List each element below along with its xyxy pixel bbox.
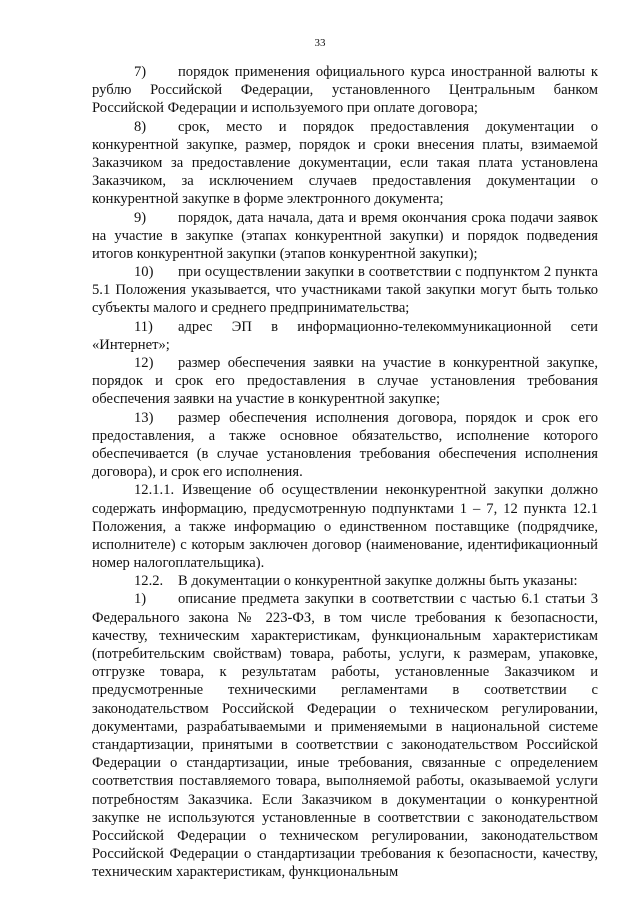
- list-item-10: [92, 263, 598, 318]
- list-item-8: [92, 118, 598, 209]
- page-number: 33: [314, 37, 326, 49]
- section-12-2: [92, 572, 598, 590]
- section-12-1-1: [92, 481, 598, 572]
- section-text: Извещение об осуществлении неконкурентной закупки должно содержать информацию, предусмотренную подпунктами 1 – 7, 12 пункта 12.1 Положения, а также информацию о единственном поставщике (подрядчике, исполнителе) с которым заключен договор (наименование, идентификационный номер налогоплательщика).: [92, 482, 598, 572]
- item-number: 13): [134, 409, 154, 426]
- list-item-9: [92, 209, 598, 264]
- item-number: 12): [134, 355, 154, 371]
- item-number: 11): [134, 318, 153, 335]
- section-text: В документации о конкурентной закупке должны быть указаны:: [178, 573, 578, 590]
- list-item-7: [92, 63, 598, 118]
- item-text: порядок, дата начала, дата и время окончания срока подачи заявок на участие в закупке (этапах конкурентной закупки) и порядок подведения итогов конкурентной закупки (этапов конкурентной закупки);: [92, 209, 598, 262]
- item-text: при осуществлении закупки в соответствии с подпунктом 2 пункта 5.1 Положения указывается, что участниками такой закупки могут быть только субъекты малого и среднего предпринимательства;: [92, 264, 598, 317]
- section-number: 12.2.: [134, 573, 164, 590]
- item-number: 1): [134, 591, 147, 608]
- item-text: срок, место и порядок предоставления документации о конкурентной закупке, размер, порядок и сроки внесения платы, взимаемой Заказчиком за предоставление документации, если такая плата установлена Заказчиком, за исключением случаев предоставления документации о конкурентной закупке в форме электронного документа;: [92, 118, 598, 208]
- item-number: 10): [134, 264, 154, 281]
- list-item-11: [92, 318, 598, 354]
- item-number: 7): [134, 64, 147, 80]
- item-text: размер обеспечения исполнения договора, порядок и срок его предоставления, а также основное обязательство, исполнение которого обеспечивается (в случае установления требования обеспечения исполнения договора), и срок его исполнения.: [92, 409, 598, 481]
- document-body: [92, 63, 598, 881]
- item-number: 9): [134, 209, 147, 226]
- item-text: описание предмета закупки в соответствии с частью 6.1 статьи 3 Федерального закона № 223-ФЗ, в том числе требования к безопасности, качеству, техническим характеристикам, функциональным характеристикам (потребительским свойствам) товара, работы, услуги, к размерам, упаковке, отгрузке товара, к результатам работы, установленные Заказчиком и предусмотренные техническими регламентами в соответствии с законодательством Российской Федерации о техническом регулировании, документами, разрабатываемыми и применяемыми в национальной системе стандартизации, принятыми в соответствии с законодательством Российской Федерации о стандартизации, иные требования, связанные с определением соответствия поставляемого товара, выполняемой работы, оказываемой услуги потребностям Заказчика. Если Заказчиком в документации о конкурентной закупке не используются установленные в соответствии с законодательством Российской Федерации о техническом регулировании, законодательством Российской Федерации о стандартизации требования к безопасности, качеству, техническим характеристикам, функциональным: [92, 591, 598, 881]
- list-item-12: [92, 354, 598, 409]
- item-text: порядок применения официального курса иностранной валюты к рублю Российской Федерации, установленного Центральным банком Российской Федерации и используемого при оплате договора;: [92, 64, 598, 117]
- list-item-13: [92, 409, 598, 482]
- section-number: 12.1.1.: [134, 482, 175, 499]
- item-text: адрес ЭП в информационно-телекоммуникационной сети «Интернет»;: [92, 318, 598, 353]
- item-number: 8): [134, 118, 147, 135]
- list-item-1: [92, 590, 598, 881]
- item-text: размер обеспечения заявки на участие в конкурентной закупке, порядок и срок его предоставления в случае установления требования обеспечения заявки на участие в конкурентной закупке;: [92, 355, 598, 408]
